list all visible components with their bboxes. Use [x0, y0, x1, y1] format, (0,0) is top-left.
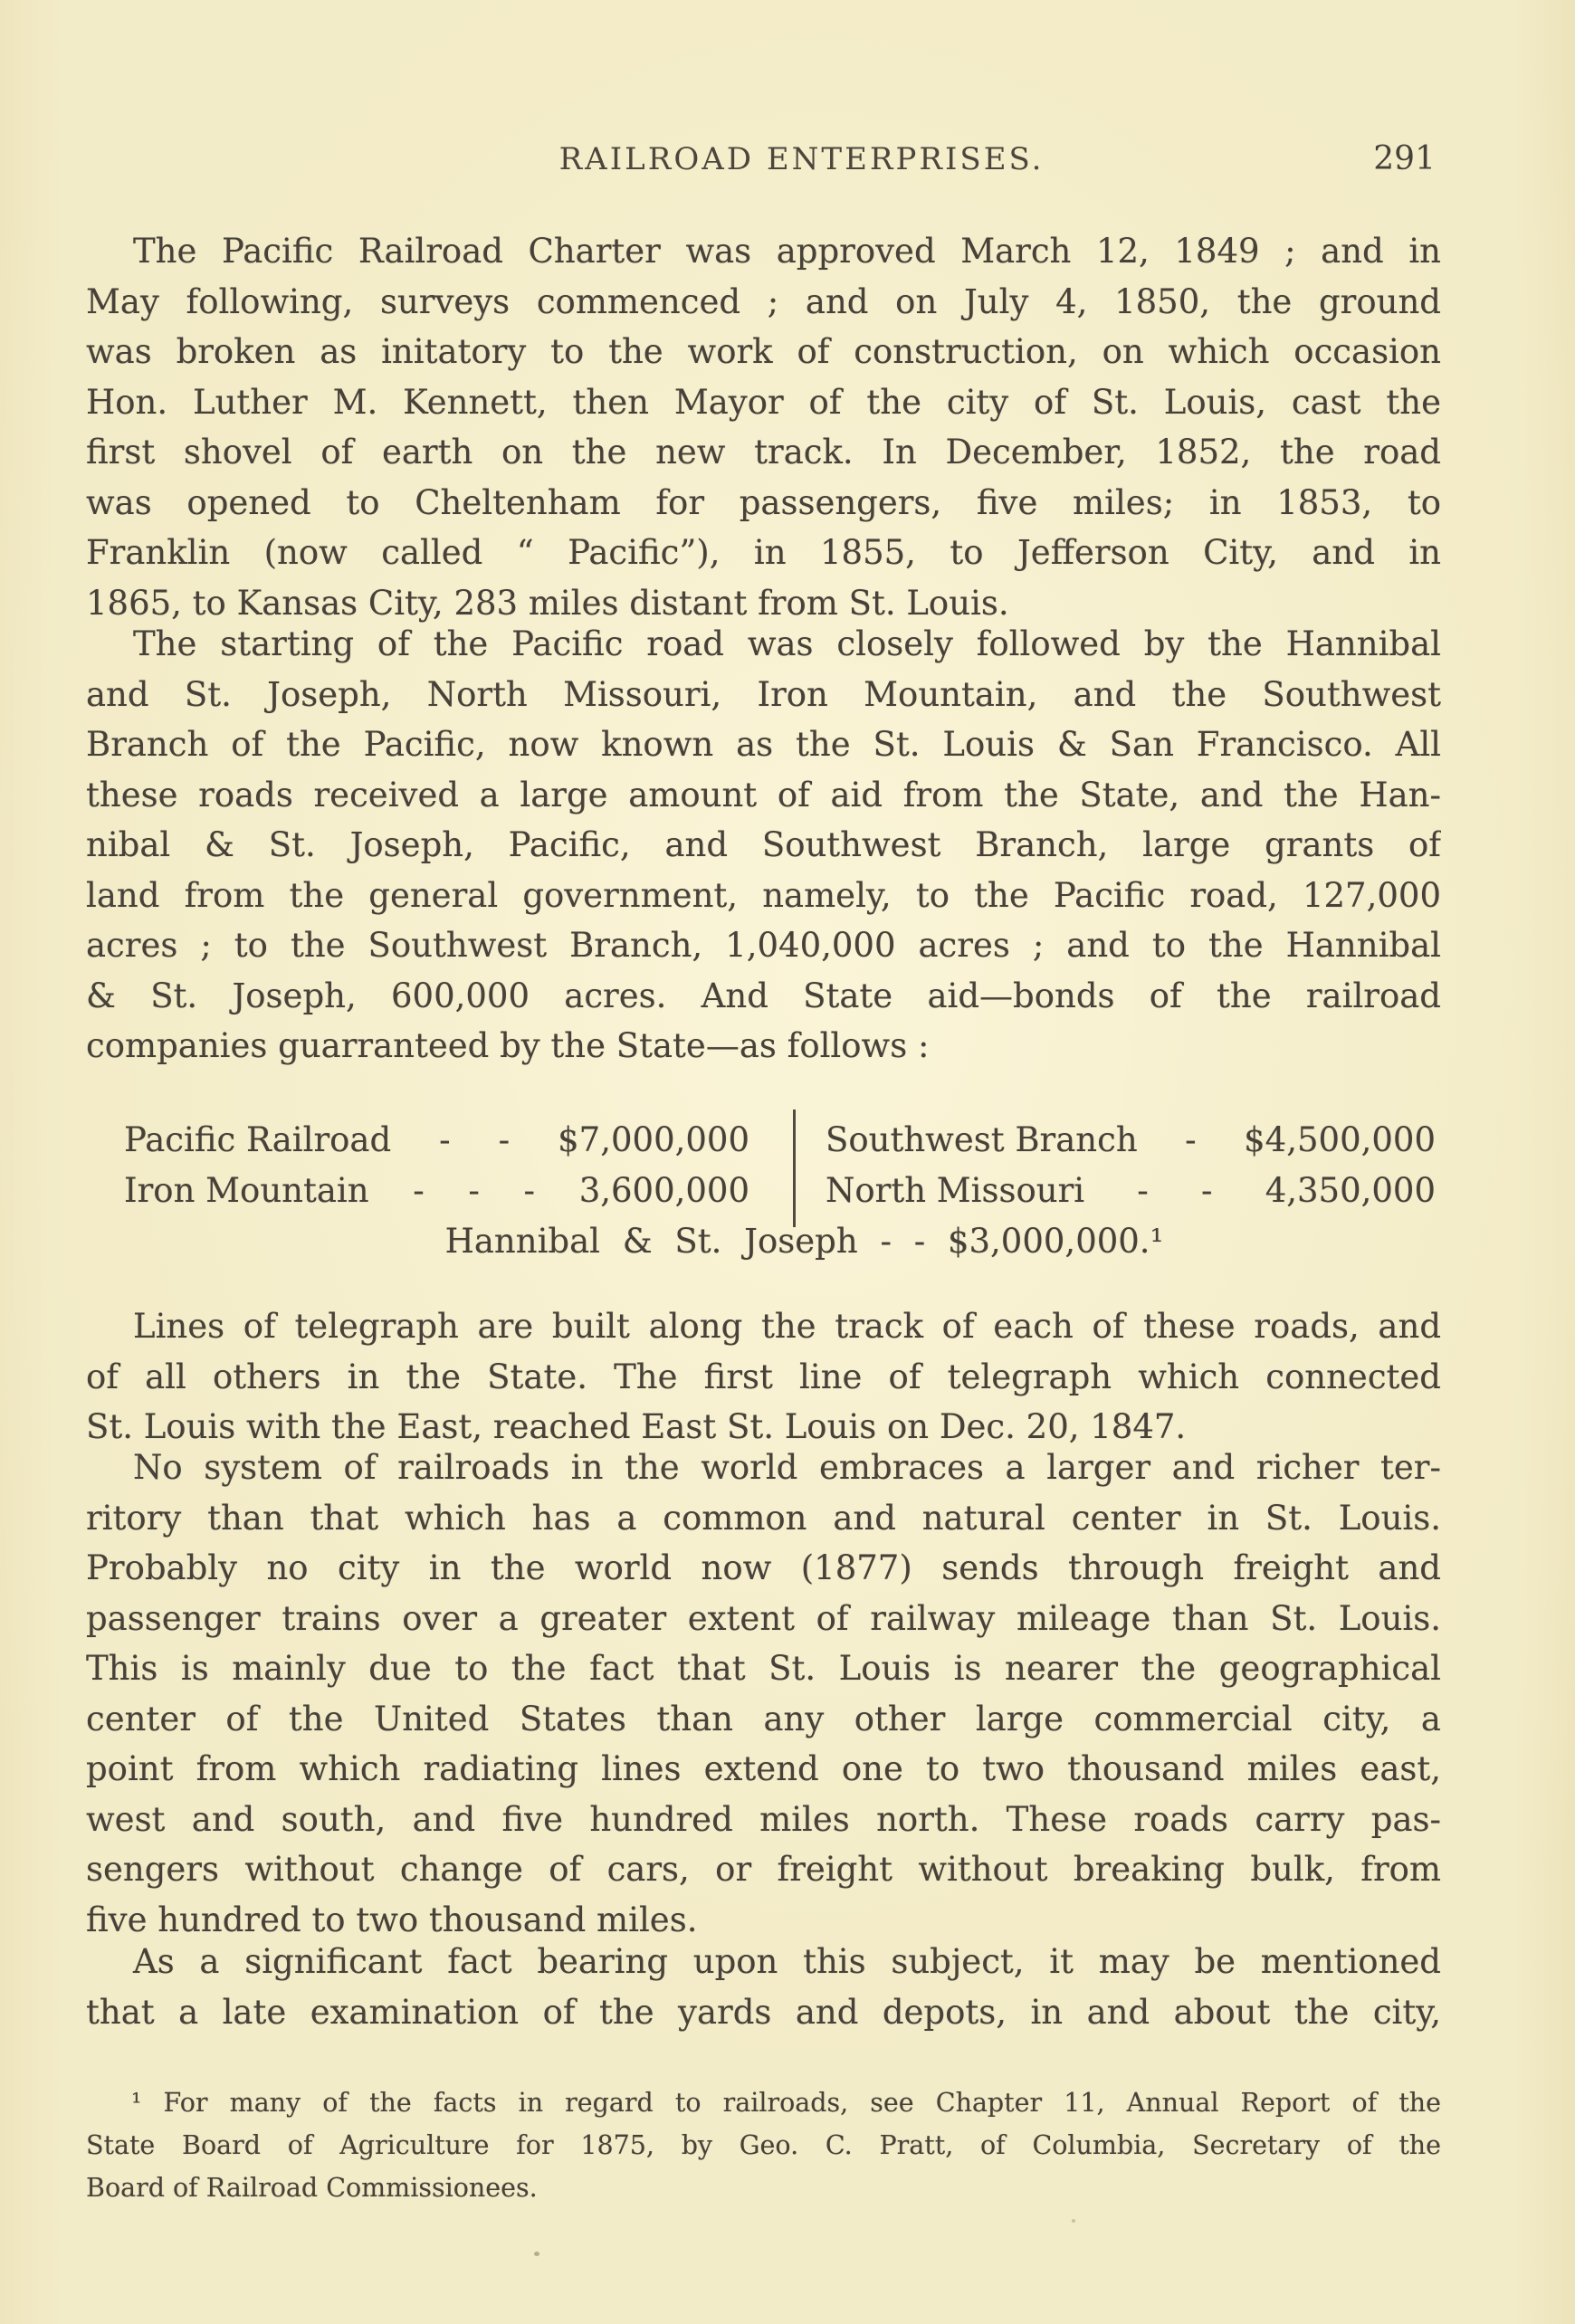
text-line: land from the general government, namely, to the Pacific road, 127,000 — [86, 875, 1441, 915]
table-right-column — [826, 1115, 1441, 1216]
text-line: companies guarranteed by the State—as follows : — [86, 1026, 930, 1065]
railroad-name: Southwest Branch — [826, 1120, 1138, 1159]
text-line: and St. Joseph, North Missouri, Iron Mountain, and the Southwest — [86, 674, 1441, 714]
page-header — [86, 138, 1441, 181]
railroad-name: Iron Mountain — [124, 1171, 369, 1210]
text-line: As a significant fact bearing upon this subject, it may be mentioned — [133, 1942, 1441, 1981]
footnote — [86, 2081, 1441, 2209]
bond-amount: $4,500,000 — [1244, 1120, 1436, 1159]
text-line: sengers without change of cars, or freight without breaking bulk, from — [86, 1850, 1441, 1889]
table-left-column — [86, 1115, 795, 1216]
dash: - — [1137, 1171, 1149, 1210]
text-line: passenger trains over a greater extent of railway mileage than St. Louis. — [86, 1598, 1441, 1638]
text-line: St. Louis with the East, reached East St. Louis on Dec. 20, 1847. — [86, 1407, 1187, 1446]
text-line: west and south, and five hundred miles north. These roads carry pas- — [86, 1799, 1441, 1839]
dash: - — [413, 1171, 425, 1210]
text-line: State Board of Agriculture for 1875, by Geo. C. Pratt, of Columbia, Secretary of the — [86, 2130, 1441, 2160]
text-line: & St. Joseph, 600,000 acres. And State aid—bonds of the railroad — [86, 976, 1441, 1015]
text-line: center of the United States than any other large commercial city, a — [86, 1699, 1441, 1738]
text-line: that a late examination of the yards and depots, in and about the city, — [86, 1992, 1441, 2032]
text-line: This is mainly due to the fact that St. Louis is nearer the geographical — [86, 1649, 1441, 1688]
text-line: nibal & St. Joseph, Pacific, and Southwest Branch, large grants of — [86, 825, 1441, 864]
dash-leaders — [391, 1115, 558, 1166]
bond-amount: $7,000,000 — [558, 1120, 749, 1159]
bond-amount: 4,350,000 — [1265, 1171, 1436, 1210]
text-line: five hundred to two thousand miles. — [86, 1900, 698, 1939]
table-row — [826, 1115, 1441, 1166]
dash: - — [1200, 1171, 1213, 1210]
dash: - — [523, 1171, 536, 1210]
text-line: Branch of the Pacific, now known as the St. Louis & San Francisco. All — [86, 725, 1441, 764]
paragraph-railroad-system — [86, 1443, 1441, 1945]
text-line: point from which radiating lines extend one to two thousand miles east, — [86, 1749, 1441, 1788]
text-line: Probably no city in the world now (1877) sends through freight and — [86, 1548, 1441, 1587]
text-line: The Pacific Railroad Charter was approved March 12, 1849 ; and in — [133, 232, 1441, 271]
column-divider-rule — [793, 1110, 796, 1227]
text-line: acres ; to the Southwest Branch, 1,040,000 acres ; and to the Hannibal — [86, 926, 1441, 965]
ink-speck — [534, 2252, 539, 2256]
running-head: RAILROAD ENTERPRISES. — [558, 141, 1045, 177]
text-line: ¹ For many of the facts in regard to railroads, see Chapter 11, Annual Report of the — [131, 2088, 1441, 2118]
paragraph-telegraph — [86, 1301, 1441, 1452]
dash-leaders — [369, 1166, 579, 1216]
paragraph-charter — [86, 226, 1441, 628]
dash-leaders — [1138, 1115, 1244, 1166]
table-row — [826, 1166, 1441, 1216]
dash: - — [439, 1120, 451, 1159]
dash: - — [1185, 1120, 1197, 1159]
paragraph-significant-fact — [86, 1937, 1441, 2037]
bond-amount: 3,600,000 — [578, 1171, 749, 1210]
text-line: May following, surveys commenced ; and on July 4, 1850, the ground — [86, 281, 1441, 321]
ink-speck — [1072, 2219, 1075, 2223]
dash: - — [498, 1120, 511, 1159]
text-line: The starting of the Pacific road was closely followed by the Hannibal — [133, 624, 1441, 663]
table-row — [86, 1115, 795, 1166]
table-row — [86, 1166, 795, 1216]
text-line: first shovel of earth on the new track. In December, 1852, the road — [86, 433, 1441, 471]
text-line: Franklin (now called “ Pacific”), in 1855, to Jefferson City, and in — [86, 533, 1441, 572]
dash-leaders — [1084, 1166, 1265, 1216]
text-line: ritory than that which has a common and natural center in St. Louis. — [86, 1498, 1441, 1538]
text-line: Hon. Luther M. Kennett, then Mayor of the city of St. Louis, cast the — [86, 382, 1441, 422]
text-line: was opened to Cheltenham for passengers, five miles; in 1853, to — [86, 482, 1441, 522]
text-line: No system of railroads in the world embraces a larger and richer ter- — [133, 1448, 1441, 1487]
page-number: 291 — [1373, 140, 1436, 177]
railroad-name: Pacific Railroad — [124, 1120, 392, 1159]
railroad-name: North Missouri — [826, 1171, 1085, 1210]
text-line: these roads received a large amount of aid from the State, and the Han- — [86, 775, 1441, 814]
text-line: of all others in the State. The first line of telegraph which connected — [86, 1357, 1441, 1396]
text-line: Lines of telegraph are built along the track of each of these roads, and — [133, 1307, 1441, 1346]
table-center-row: Hannibal & St. Joseph - - $3,000,000.¹ — [444, 1222, 1164, 1261]
text-line: was broken as initatory to the work of construction, on which occasion — [86, 332, 1441, 371]
paragraph-roads-aid — [86, 619, 1441, 1072]
text-line: 1865, to Kansas City, 283 miles distant from St. Louis. — [86, 583, 1009, 623]
dash: - — [468, 1171, 480, 1210]
text-line: Board of Railroad Commissionees. — [86, 2173, 538, 2203]
bond-table — [86, 1115, 1441, 1274]
